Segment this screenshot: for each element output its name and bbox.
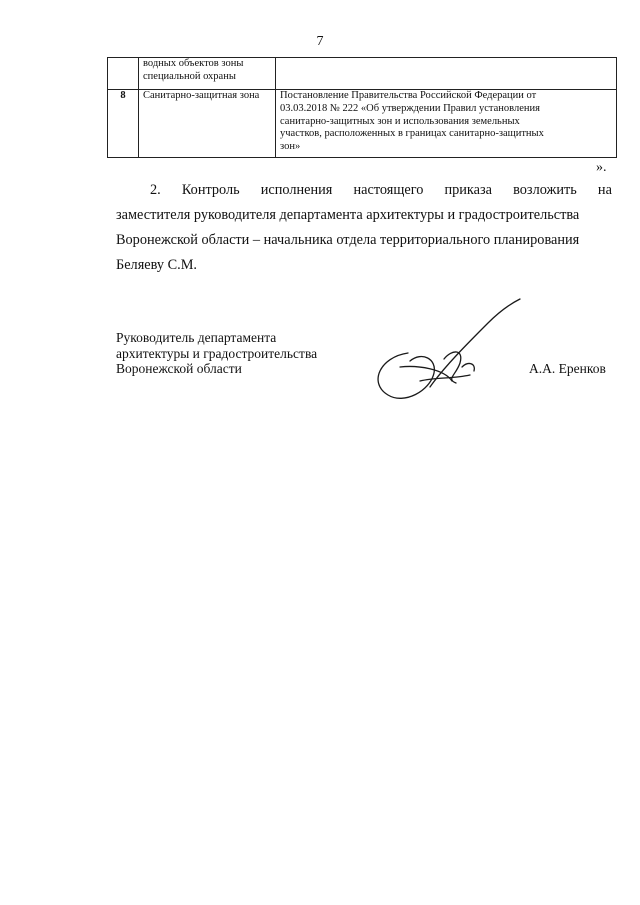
paragraph-word: приказа <box>444 182 493 198</box>
paragraph-word: возложить <box>513 182 577 198</box>
paragraph-line: Воронежской области – начальника отдела территориального планирования <box>116 232 580 248</box>
table-row <box>108 90 617 158</box>
row-number: 8 <box>108 90 139 158</box>
paragraph-word: настоящего <box>353 182 424 198</box>
paragraph-first-line <box>116 178 612 203</box>
zone-name <box>139 58 276 90</box>
regulation-line: участков, расположенных в границах санитарно-защитных <box>280 128 544 140</box>
zone-name-line: водных объектов зоны <box>143 58 244 69</box>
signatory-position <box>116 330 317 377</box>
paragraph-number: 2. <box>150 182 161 198</box>
position-line: Руководитель департамента <box>116 330 277 345</box>
regulation-line: 03.03.2018 № 222 «Об утверждении Правил установления <box>280 102 540 114</box>
paragraph-line: Беляеву С.М. <box>116 257 197 273</box>
zones-table <box>107 57 617 158</box>
regulation-cell <box>276 90 617 158</box>
zone-name <box>139 90 276 158</box>
paragraph-word: исполнения <box>260 182 333 198</box>
paragraph-line: заместителя руководителя департамента архитектуры и градостроительства <box>116 207 580 223</box>
signatory-name: А.А. Еренков <box>529 361 606 376</box>
regulation-line: зон» <box>280 141 301 153</box>
zone-name-line: Санитарно-защитная зона <box>143 90 260 101</box>
paragraph-word: Контроль <box>181 182 240 198</box>
closing-quote: ». <box>596 160 607 175</box>
regulation-line: санитарно-защитных зон и использования земельных <box>280 115 520 127</box>
regulation-line: Постановление Правительства Российской Федерации от <box>280 90 537 101</box>
position-line: Воронежской области <box>116 361 242 376</box>
table-row <box>108 58 617 90</box>
handwritten-signature <box>360 295 530 415</box>
regulation-cell <box>276 58 617 90</box>
page-number: 7 <box>316 34 324 49</box>
zone-name-line: специальной охраны <box>143 70 236 82</box>
position-line: архитектуры и градостроительства <box>116 345 318 361</box>
paragraph-2 <box>116 178 612 278</box>
paragraph-word: на <box>597 182 612 198</box>
row-number <box>108 58 139 90</box>
